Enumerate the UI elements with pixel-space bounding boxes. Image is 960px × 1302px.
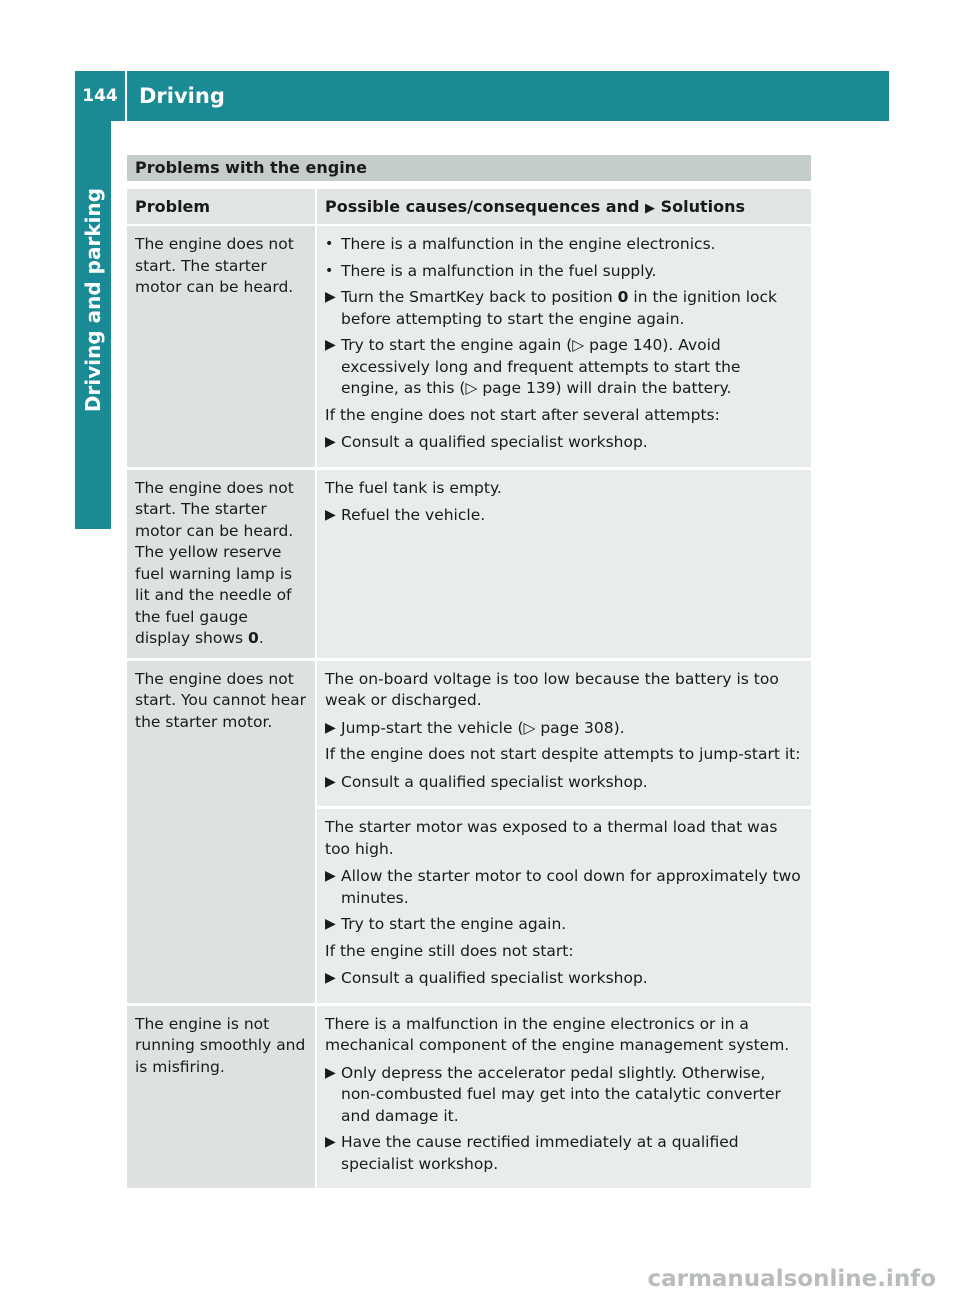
solution-cell bbox=[315, 1006, 811, 1192]
line-text: Consult a qualified specialist workshop. bbox=[341, 772, 648, 791]
header-solutions bbox=[315, 189, 811, 226]
line-text: Jump-start the vehicle (▷ page 308). bbox=[341, 718, 625, 737]
table-row bbox=[127, 661, 811, 810]
line-text: Try to start the engine again. bbox=[341, 915, 567, 933]
action-step bbox=[325, 866, 803, 909]
action-step bbox=[325, 772, 803, 794]
line-text: There is a malfunction in the engine electronics or in a mechanical component of the engine management system. bbox=[325, 1014, 790, 1054]
step-text-bold: 0 bbox=[617, 288, 629, 306]
table-row bbox=[127, 1006, 811, 1192]
action-arrow-icon: ▶ bbox=[325, 916, 336, 932]
bullet-icon: • bbox=[325, 262, 334, 279]
table-row bbox=[127, 470, 811, 661]
action-arrow-icon: ▶ bbox=[325, 507, 336, 523]
problem-text-bold: 0 bbox=[248, 629, 259, 647]
line-text: Allow the starter motor to cool down for approximately two minutes. bbox=[341, 867, 801, 907]
action-step bbox=[325, 1063, 803, 1128]
line-text: Only depress the accelerator pedal slightly. Otherwise, non-combusted fuel may get into the catalytic converter and damage it. bbox=[341, 1063, 781, 1125]
line-text: Consult a qualified specialist workshop. bbox=[341, 969, 648, 987]
action-arrow-icon: ▶ bbox=[325, 1134, 336, 1150]
action-step bbox=[325, 718, 803, 740]
solution-cell bbox=[315, 809, 811, 1006]
line-text: Consult a qualified specialist workshop. bbox=[341, 433, 648, 451]
line-text: If the engine does not start after several attempts: bbox=[325, 405, 720, 424]
paragraph bbox=[325, 744, 803, 766]
solution-cell bbox=[315, 226, 811, 470]
problems-table bbox=[127, 189, 811, 1191]
paragraph bbox=[325, 941, 803, 963]
paragraph bbox=[325, 478, 803, 500]
action-arrow-icon: ▶ bbox=[325, 773, 336, 790]
action-arrow-icon: ▶ bbox=[325, 970, 336, 986]
bullet-item bbox=[325, 234, 803, 256]
step-text: Turn the SmartKey back to position bbox=[341, 288, 613, 306]
section-title: Problems with the engine bbox=[127, 155, 811, 181]
solution-cell bbox=[315, 470, 811, 661]
table-header-row bbox=[127, 189, 811, 226]
action-step bbox=[325, 287, 803, 330]
line-text: The fuel tank is empty. bbox=[325, 478, 502, 497]
action-step bbox=[325, 505, 803, 527]
header-problem: Problem bbox=[127, 189, 315, 226]
action-step bbox=[325, 335, 803, 400]
page-number: 144 bbox=[75, 71, 127, 121]
line-text: If the engine still does not start: bbox=[325, 941, 574, 960]
action-step bbox=[325, 1132, 803, 1175]
action-arrow-icon: ▶ bbox=[325, 868, 336, 884]
play-triangle-icon: ▶ bbox=[645, 201, 655, 216]
problem-text-end: . bbox=[258, 629, 264, 647]
paragraph bbox=[325, 817, 803, 860]
line-text: Refuel the vehicle. bbox=[341, 506, 486, 524]
problem-cell: The engine does not start. You cannot hear the starter motor. bbox=[127, 661, 315, 1006]
chapter-title: Driving bbox=[139, 84, 225, 108]
bullet-item bbox=[325, 261, 803, 283]
action-arrow-icon: ▶ bbox=[325, 289, 336, 305]
header-solutions-label-2: Solutions bbox=[660, 197, 746, 216]
action-arrow-icon: ▶ bbox=[325, 434, 336, 450]
paragraph bbox=[325, 1014, 803, 1057]
action-arrow-icon: ▶ bbox=[325, 1064, 336, 1081]
line-text: If the engine does not start despite attempts to jump-start it: bbox=[325, 745, 801, 763]
bullet-icon: • bbox=[325, 236, 334, 252]
problem-cell: The engine does not start. The starter motor can be heard. bbox=[127, 226, 315, 470]
line-text: Try to start the engine again (▷ page 140). Avoid excessively long and frequent attempts to start the engine, as this (▷ page 139) will drain the battery. bbox=[341, 336, 741, 397]
engine-problems-section bbox=[127, 155, 811, 1191]
line-text: The starter motor was exposed to a thermal load that was too high. bbox=[325, 818, 778, 858]
side-tab-label-wrap bbox=[75, 125, 111, 475]
solution-cell bbox=[315, 661, 811, 810]
problem-text: The engine does not start. The starter motor can be heard. The yellow reserve fuel warning lamp is lit and the needle of the fuel gauge display shows bbox=[135, 478, 294, 647]
action-arrow-icon: ▶ bbox=[325, 719, 336, 736]
action-arrow-icon: ▶ bbox=[325, 337, 336, 353]
line-text: Have the cause rectified immediately at a qualified specialist workshop. bbox=[341, 1133, 739, 1173]
line-text: There is a malfunction in the engine electronics. bbox=[341, 235, 716, 253]
action-step bbox=[325, 968, 803, 990]
paragraph bbox=[325, 669, 803, 712]
action-step bbox=[325, 432, 803, 454]
paragraph bbox=[325, 405, 803, 427]
page-header bbox=[75, 71, 889, 121]
problem-cell: The engine is not running smoothly and is misfiring. bbox=[127, 1006, 315, 1192]
table-row bbox=[127, 226, 811, 470]
line-text: There is a malfunction in the fuel supply. bbox=[341, 261, 657, 280]
action-step bbox=[325, 914, 803, 936]
side-tab-label: Driving and parking bbox=[81, 187, 106, 413]
problem-cell bbox=[127, 470, 315, 661]
watermark: carmanualsonline.info bbox=[647, 1266, 936, 1292]
header-solutions-label: Possible causes/consequences and bbox=[325, 197, 640, 216]
step-text-end: in the ignition lock before attempting to start the engine again. bbox=[341, 288, 777, 328]
line-text: The on-board voltage is too low because the battery is too weak or discharged. bbox=[325, 669, 779, 709]
